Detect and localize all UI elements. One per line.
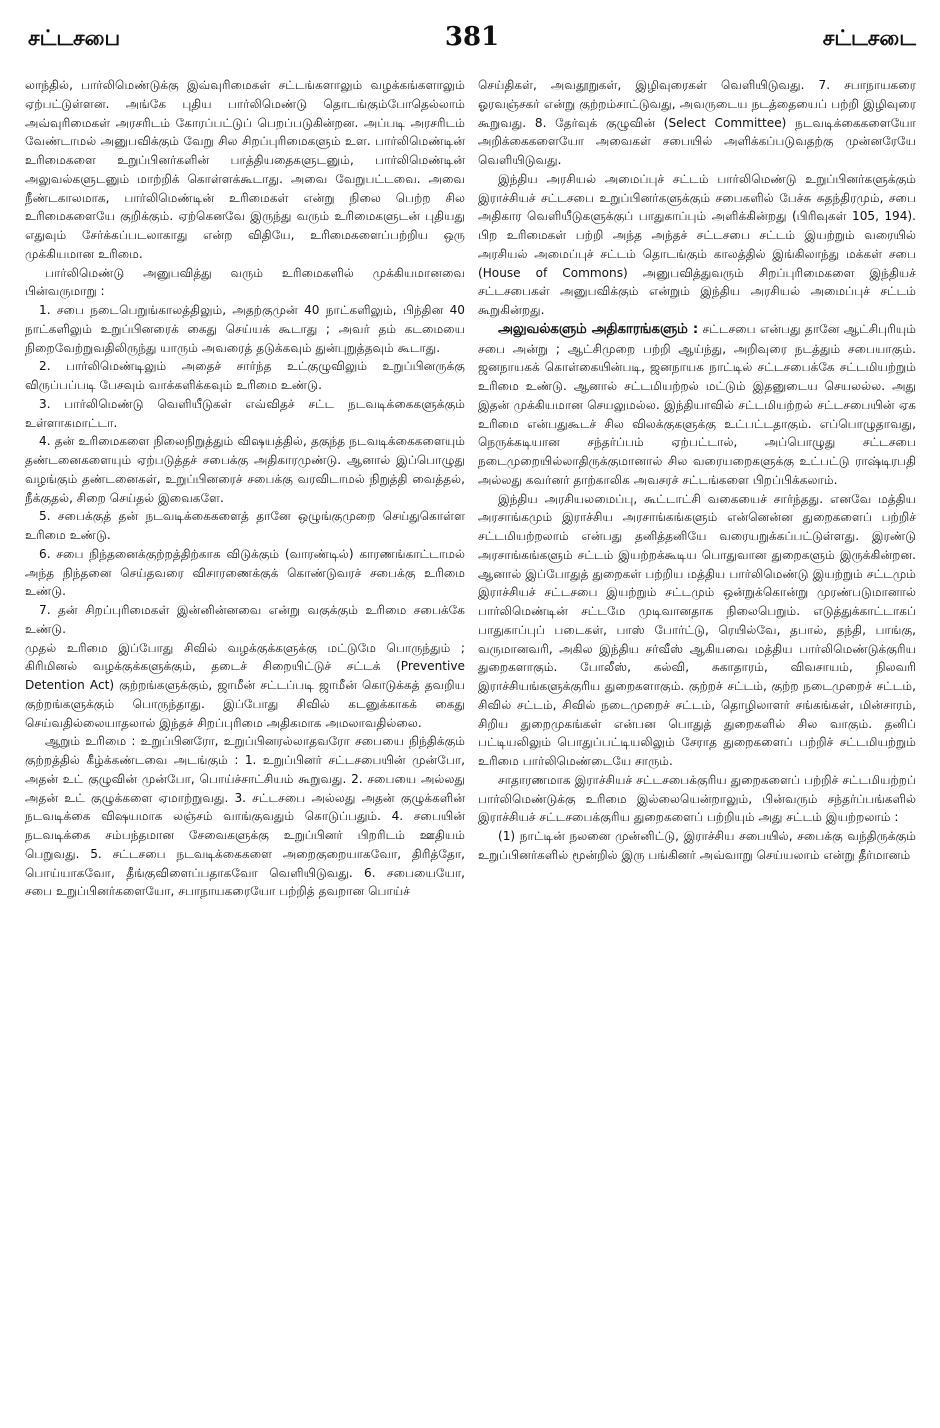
- list-item: 1. சபை நடைபெறுங்காலத்திலும், அதற்குமுன் 40 நாட்களிலும், பிந்தின 40 நாட்களிலும் உறுப்பினரைக் கைது செய்யக் கூடாது ; அவர் தம் கடமையை நிறைவேற்றுவதிலிருந்து யாரும் அவரைத் தடுக்கவும் துன்புறுத்தவும் கூடாது.: [25, 303, 465, 355]
- right-column: [478, 76, 916, 1406]
- list-item: 2. பார்லிமெண்டிலும் அதைச் சார்ந்த உட்குழுவிலும் உறுப்பினருக்கு விருப்பப்படி பேசவும் வாக்களிக்கவும் உரிமை உண்டு.: [25, 359, 465, 392]
- list-item: 5. சபைக்குத் தன் நடவடிக்கைகளைத் தானே ஒழுங்குமுறை செய்துகொள்ள உரிமை உண்டு.: [25, 509, 465, 542]
- paragraph: (1) நாட்டின் நலனை முன்னிட்டு, இராச்சிய சபையில், சபைக்கு வந்திருக்கும் உறுப்பினர்களில் மூன்றில் இரு பங்கினர் அவ்வாறு செய்யலாம் என்று தீர்மானம்: [478, 829, 916, 862]
- paragraph: இந்திய அரசியலமைப்பு, கூட்டாட்சி வகையைச் சார்ந்தது. எனவே மத்திய அரசாங்கமும் இராச்சிய அரசாங்கங்களும் என்னென்ன துறைகளைப் பற்றிச் சட்டமியற்றலாம் என்பது தனித்தனியே வரையறுக்கப்பட்டுள்ளது. இரண்டு அரசாங்கங்களும் சட்டம் இயற்றக்கூடிய பொதுவான துறைகளும் இருக்கின்றன. ஆனால் இப்போதுத் துறைகள் பற்றிய மத்திய பார்லிமெண்டு இயற்றும் சட்டமும் இராச்சியச் சட்டசபை இயற்றும் சட்டமும் ஒன்றுக்கொன்று முரண்படுமானால் பார்லிமெண்டின் சட்டமே முடிவானதாக நிலைபெறும். எடுத்துக்காட்டாகப் பாதுகாப்புப் படைகள், பாஸ் போர்ட்டு, ரெயில்வே, தபால், தந்தி, பாங்கு, வருமானவரி, அகில இந்திய சர்வீஸ் ஆகியவை மத்திய பார்லிமெண்டுக்குரிய துறைகளாகும். போலீஸ், கல்வி, சுகாதாரம், விவசாயம், நிலவரி இராச்சியங்களுக்குரிய துறைகளாகும். குற்றச் சட்டம், குற்ற நடைமுறைச் சட்டம், சிவில் சட்டம், சிவில் நடைமுறைச் சட்டம், தொழிலாளர் சங்கங்கள், மின்சாரம், சிறிய துறைமுகங்கள் என்பன பொதுத் துறைகளில் சில வாகும். தனிப் பட்டியலிலும் பொதுப்பட்டியலிலும் சேராத துறைகளைப் பற்றிச் சட்டமியற்றும் உரிமை பார்லிமெண்டையே சாரும்.: [478, 491, 916, 768]
- page-header: [28, 22, 916, 60]
- section-heading: அலுவல்களும் அதிகாரங்களும் :: [498, 321, 699, 337]
- paragraph: ஆறும் உரிமை : உறுப்பினரோ, உறுப்பினரல்லாதவரோ சபையை நிந்திக்கும் குற்றத்தில் கீழ்க்கண்டவை அடங்கும் : 1. உறுப்பினர் சட்டசபையின் முன்போ, அதன் உட் குழுவின் முன்போ, பொய்ச்சாட்சியம் கூறுவது. 2. சபையை அல்லது அதன் உட் குழுக்களை ஏமாற்றுவது. 3. சட்டசபை அல்லது அதன் குழுக்களின் நடவடிக்கை விஷயமாக லஞ்சம் வாங்குவதும் கொடுப்பதும். 4. சபையின் நடவடிக்கை சம்பந்தமான சேவைகளுக்கு உறுப்பினர் பிறரிடம் ஊதியம் பெறுவது. 5. சட்டசபை நடவடிக்கைகளை அறைகுறையாகவோ, திரித்தோ, பொய்யாகவோ, தீங்குவிளைப்பதாகவோ வெளியிடுவது. 6. சபையையோ, சபை உறுப்பினர்களையோ, சபாநாயகரையோ பற்றித் தவறான பொய்ச்: [25, 734, 465, 899]
- paragraph: பார்லிமெண்டு அனுபவித்து வரும் உரிமைகளில் முக்கியமானவை பின்வருமாறு :: [25, 265, 465, 299]
- paragraph: லாந்தில், பார்லிமெண்டுக்கு இவ்வுரிமைகள் சட்டங்களாலும் வழக்கங்களாலும் ஏற்பட்டுள்ளன. அங்கே புதிய பார்லிமெண்டு தொடங்கும்போதெல்லாம் அவ்வுரிமைகள் அரசரிடம் கோரப்பட்டுப் பெறப்படுகின்றன. அப்படி அரசரிடம் வேண்டாமல் அனுபவிக்கும் வேறு சில சிறப்புரிமைகளும் உள. பார்லிமெண்டின் உரிமைகளை உறுப்பினர்களின் பாத்தியதைகளுடனும், பார்லிமெண்டின் அலுவல்களுடனும் மாற்றிக் கொள்ளக்கூடாது. அவை வேறுபட்டவை. அவை நீண்டகாலமாக, பார்லிமெண்டின் உரிமைகள் என்று நிலை பெற்ற சில உரிமைகளையே குறிக்கும். ஏற்கெனவே இருந்து வரும் உரிமைகளுடன் புதியது எதுவும் சேர்க்கப்படலாகாது என்ற விதியே, உரிமைகளைப்பற்றிய ஒரு முக்கியமான உரிமை.: [25, 78, 465, 261]
- paragraph: சாதாரணமாக இராச்சியச் சட்டசபைக்குரிய துறைகளைப் பற்றிச் சட்டமியற்றப் பார்லிமெண்டுக்கு உரிமை இல்லையென்றாலும், பின்வரும் சந்தர்ப்பங்களில் இராச்சியச் சட்டசபைக்குரிய துறைகளைப் பற்றியும் அது சட்டம் இயற்றலாம் :: [478, 772, 916, 825]
- header-left-title: சட்டசபை: [28, 26, 121, 50]
- list-item: 7. தன் சிறப்புரிமைகள் இன்னின்னவை என்று வகுக்கும் உரிமை சபைக்கே உண்டு.: [25, 603, 465, 636]
- list-item: 4. தன் உரிமைகளை நிலைநிறுத்தும் விஷயத்தில், தகுந்த நடவடிக்கைகளையும் தண்டனைகளையும் ஏற்படுத்தச் சபைக்கு அதிகாரமுண்டு. ஆனால் இப்பொழுது வழங்கும் தண்டனைகள், உறுப்பினரைச் சபைக்கு வரவிடாமல் நிறுத்தி வைத்தல், நீக்குதல், சிறை செய்தல் இவைகளே.: [25, 434, 465, 505]
- left-column: [25, 76, 465, 1406]
- list-item: 3. பார்லிமெண்டு வெளியீடுகள் எவ்விதச் சட்ட நடவடிக்கைகளுக்கும் உள்ளாகமாட்டா.: [25, 396, 465, 430]
- section-body: சட்டசபை என்பது தானே ஆட்சிபுரியும் சபை அன்று ; ஆட்சிமுறை பற்றி ஆய்ந்து, அறிவுரை நடத்தும் சபையாகும். ஜனநாயகக் கொள்கையின்படி, ஜனநாயக நாட்டில் சட்டசபைக்கே சட்டமியற்றும் உரிமை உண்டு. ஆனால் சட்டமியற்றல் மட்டும் இதனுடைய செயலல்ல. அது இதன் முக்கியமான செயலுமல்ல. இந்தியாவில் சட்டமியற்றல் சட்டசபையின் ஏக உரிமை என்பதுகூடச் சில விலக்குகளுக்கு உட்பட்டதாகும். எப்பொழுதாவது, நெருக்கடியான சந்தர்ப்பம் ஏற்பட்டால், அப்பொழுது சட்டசபை நடைமுறையில்லாதிருக்குமானால் சில வரையறைகளுக்கு உட்பட்டு ராஷ்டிரபதி அல்லது கவர்னர் தாற்காலிக அவசரச் சட்டங்களை பிறப்பிக்கலாம்.: [478, 321, 916, 487]
- section-paragraph: [478, 320, 916, 490]
- list-item: 6. சபை நிந்தனைக்குற்றத்திற்காக விடுக்கும் (வாரண்டில்) காரணங்காட்டாமல் அந்த நிந்தனை செய்தவரை விசாரணைக்குக் கொண்டுவரச் சபைக்கு உரிமை உண்டு.: [25, 546, 465, 599]
- paragraph: செய்திகள், அவதூறுகள், இழிவுரைகள் வெளியிடுவது. 7. சபாநாயகரை ஓரவஞ்சகர் என்று குற்றம்சாட்டுவது, அவருடைய நடத்தையைப் பற்றி இழிவுரை கூறுவது. 8. தேர்வுக் குழுவின் (Select Committee) நடவடிக்கைகளையோ அறிக்கைகளையோ அவைகள் சபையில் அளிக்கப்படுவதற்கு முன்னரேயே வெளியிடுவது.: [478, 78, 916, 167]
- page-number: 381: [444, 22, 500, 52]
- header-right-title: சட்டசடை: [822, 26, 916, 50]
- paragraph: இந்திய அரசியல் அமைப்புச் சட்டம் பார்லிமெண்டு உறுப்பினர்களுக்கும் இராச்சியச் சட்டசபை உறுப்பினர்களுக்கும் சபைகளில் பேச்சு சுதந்திரமும், சபை அதிகார வெளியீடுகளுக்குப் பாதுகாப்பும் அளிக்கின்றது (பிரிவுகள் 105, 194). பிற உரிமைகள் பற்றி அந்த அந்தச் சட்டசபை சட்டம் இயற்றும் வரையில் அரசியல் அமைப்புச் சட்டம் தொடங்கும் காலத்தில் இங்கிலாந்து மக்கள் சபை (House of Commons) அனுபவித்துவரும் சிறப்புரிமைகளை இந்தியச் சட்டசபைகள் அனுபவிக்கும் என்றும் இந்திய அரசியல் அமைப்புச் சட்டம் கூறுகின்றது.: [478, 171, 916, 317]
- paragraph: முதல் உரிமை இப்போது சிவில் வழக்குக்களுக்கு மட்டுமே பொருந்தும் ; கிரிமினல் வழக்குக்களுக்கும், தடைச் சிறையிட்டுச் சட்டக் (Preventive Detention Act) குற்றங்களுக்கும், ஜாமீன் சட்டப்படி ஜாமீன் கொடுக்கத் தவறிய குற்றங்களுக்கும் பொருந்தாது. இப்போது சிவில் கடனுக்காகக் கைது செய்வதில்லையாதலால் இந்தச் சிறப்புரிமை அதிகமாக அமலாவதில்லை.: [25, 640, 465, 730]
